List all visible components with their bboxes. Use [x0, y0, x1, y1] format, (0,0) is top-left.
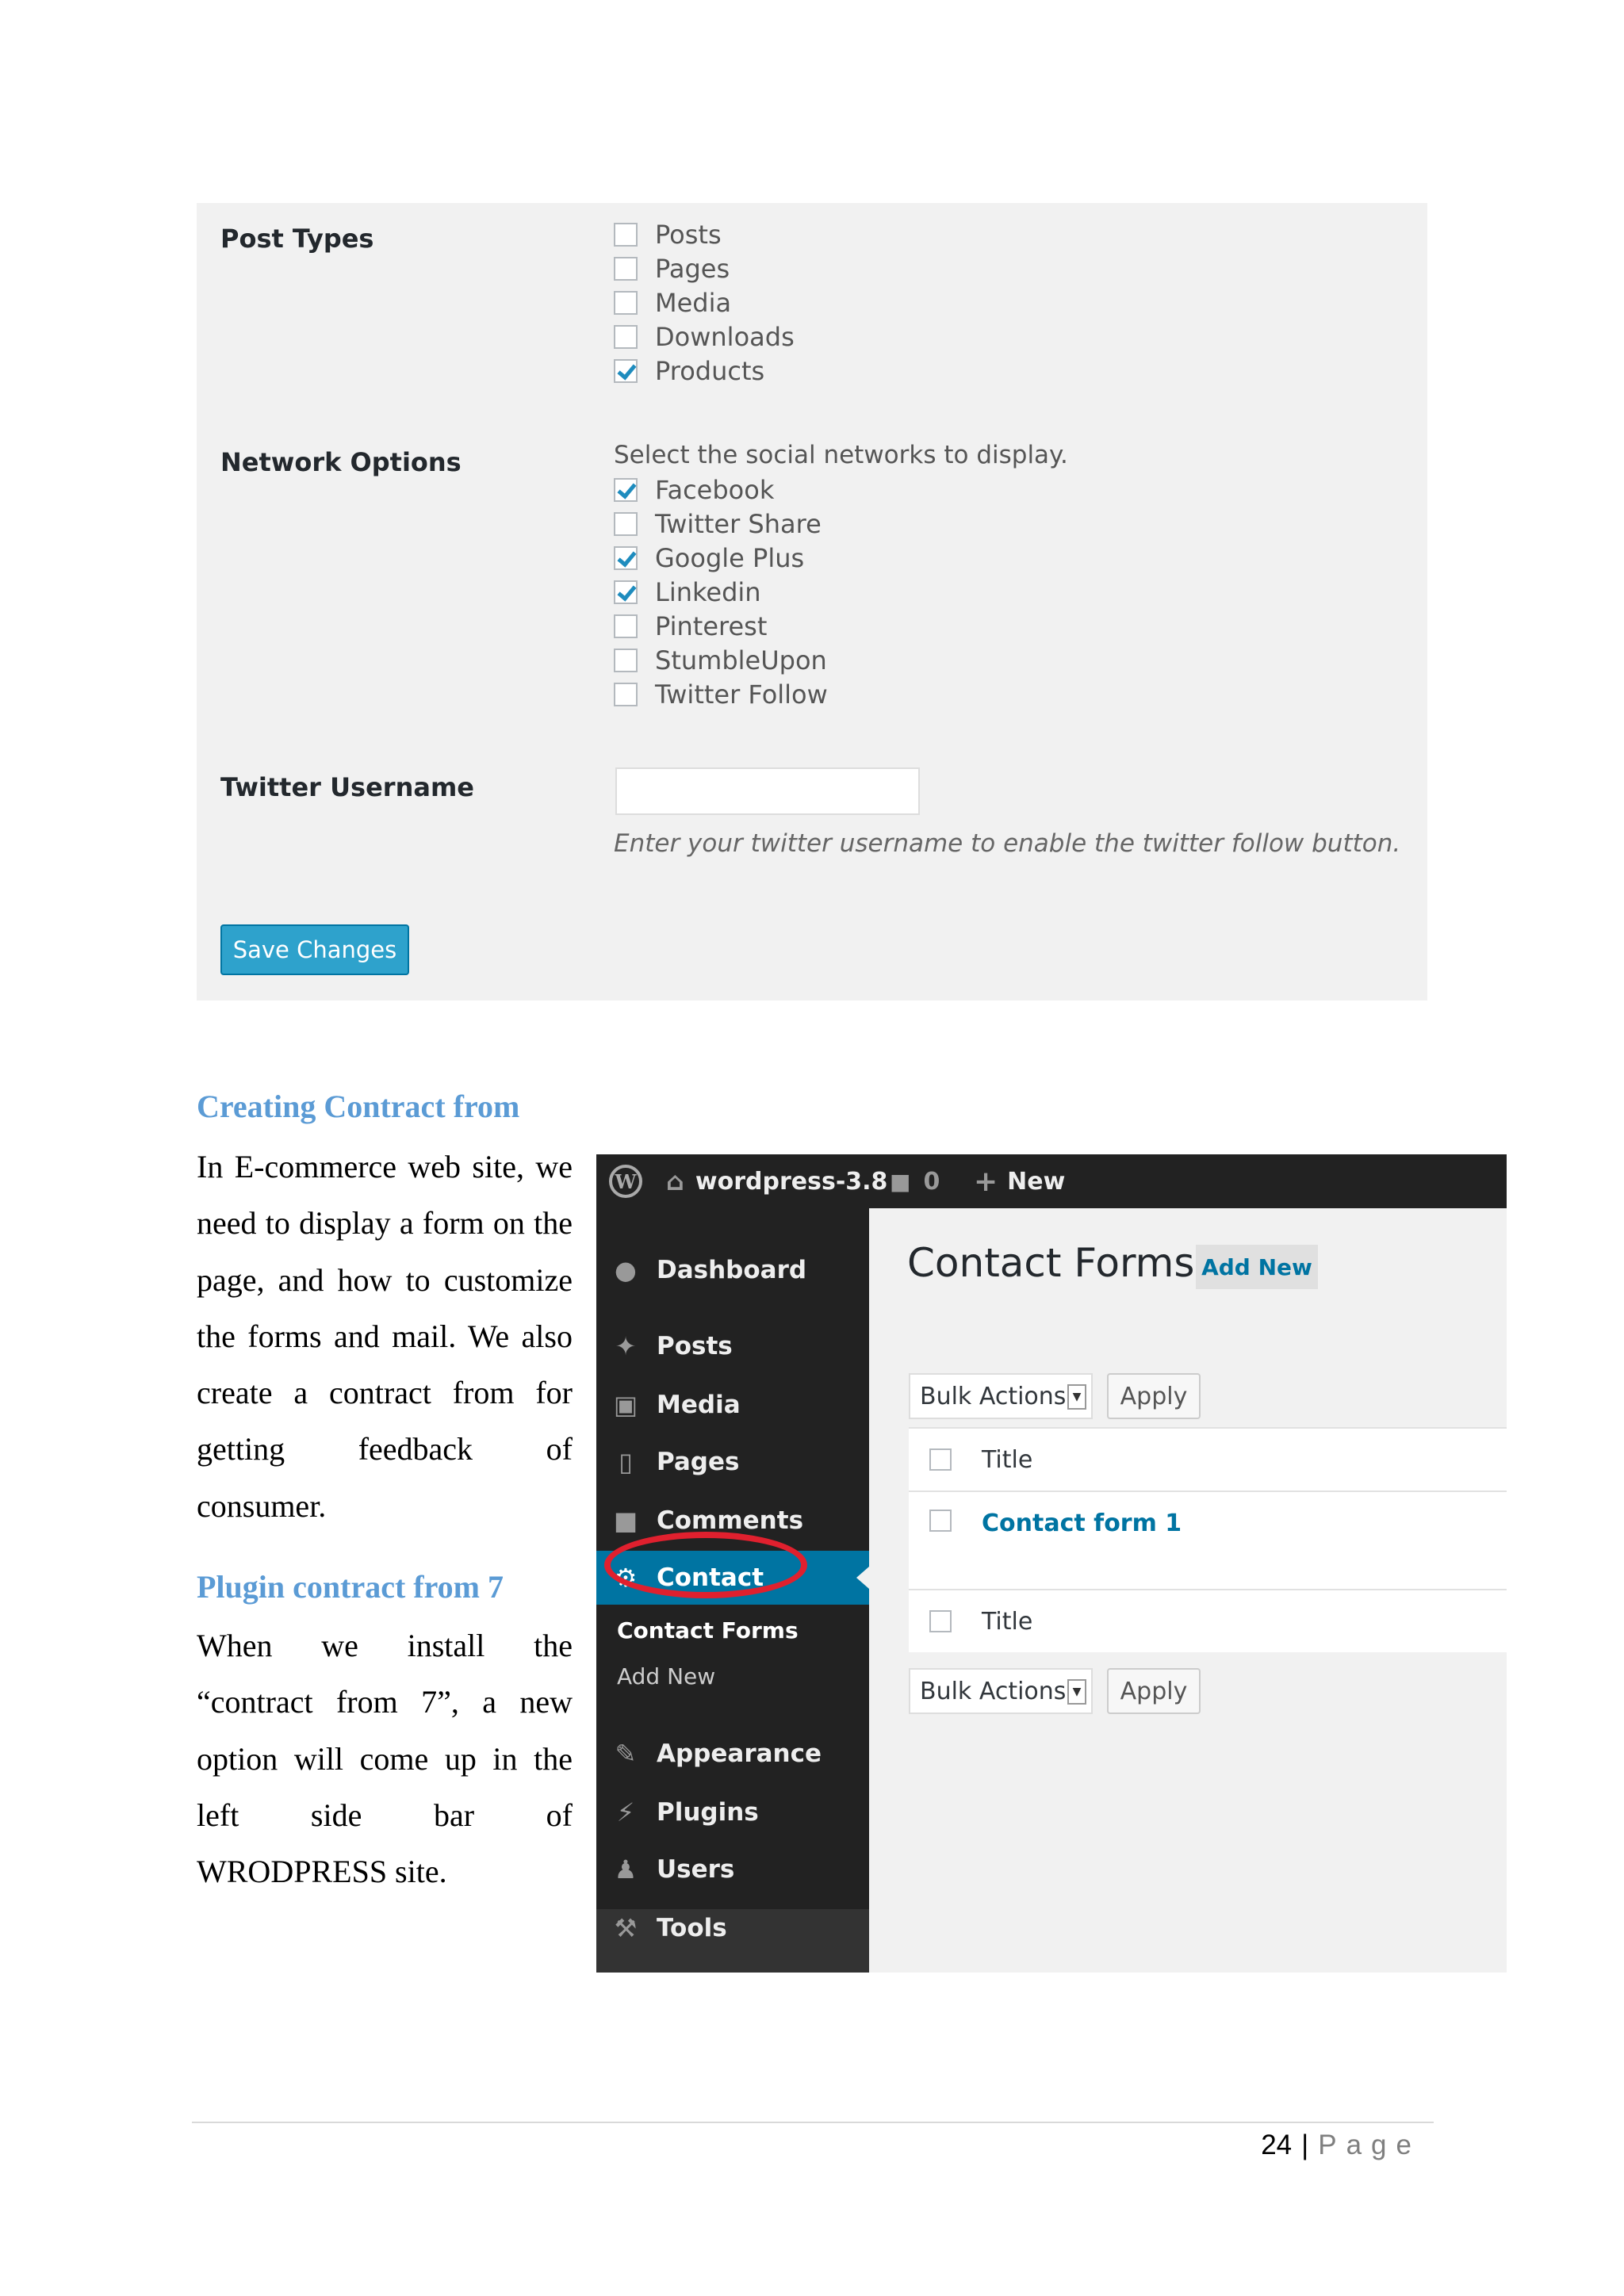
footer-separator: |: [1301, 2130, 1309, 2160]
checkbox[interactable]: [614, 223, 638, 247]
pages-icon: ▯: [619, 1447, 633, 1477]
site-link[interactable]: ⌂ wordpress-3.8: [666, 1166, 888, 1196]
dashboard-gauge-icon: ●: [615, 1255, 637, 1285]
title-column-footer[interactable]: Title: [982, 1607, 1033, 1636]
plus-icon: +: [974, 1165, 998, 1198]
footer-divider: [192, 2122, 1434, 2123]
checkbox[interactable]: [614, 546, 638, 570]
select-all-checkbox-bottom[interactable]: [929, 1610, 952, 1632]
checkbox[interactable]: [614, 614, 638, 638]
admin-bar: [596, 1154, 1507, 1208]
checkbox[interactable]: [614, 683, 638, 706]
paragraph-plugin-contract: When we install the “contract from 7”, a new option will come up in the left side bar of WRODPRESS site.: [197, 1628, 573, 1890]
apply-button-bottom[interactable]: Apply: [1107, 1668, 1201, 1714]
checkbox-linkedin[interactable]: Linkedin: [614, 575, 828, 609]
checkbox[interactable]: [614, 478, 638, 502]
table-row: [909, 1490, 1507, 1589]
user-icon: ♟: [614, 1854, 638, 1885]
bulk-actions-select-top[interactable]: Bulk Actions ▼: [909, 1373, 1093, 1419]
dropdown-arrow-icon: ▼: [1067, 1679, 1086, 1705]
page-number: 24: [1261, 2130, 1293, 2160]
checkbox-stumbleupon[interactable]: StumbleUpon: [614, 643, 828, 677]
wordpress-logo-icon[interactable]: W: [609, 1154, 642, 1208]
select-all-checkbox[interactable]: [929, 1448, 952, 1471]
wrench-icon: ⚒: [614, 1913, 638, 1943]
comment-bubble-icon: ■: [613, 1506, 638, 1536]
row-checkbox[interactable]: [929, 1510, 952, 1532]
checkbox[interactable]: [614, 325, 638, 349]
submenu-item-contact-forms[interactable]: Contact Forms: [617, 1617, 799, 1644]
checkbox-pages[interactable]: Pages: [614, 251, 795, 285]
checkbox-pinterest[interactable]: Pinterest: [614, 609, 828, 643]
checkbox[interactable]: [614, 580, 638, 604]
home-icon: ⌂: [666, 1166, 684, 1196]
section-heading-plugin-contract: Plugin contract from 7: [197, 1569, 504, 1605]
checkbox-google-plus[interactable]: Google Plus: [614, 541, 828, 575]
network-list: [614, 473, 828, 711]
twitter-username-description: Enter your twitter username to enable the twitter follow button.: [614, 829, 1401, 858]
plug-icon: ⚡: [616, 1797, 635, 1827]
paragraph-creating-contract: In E-commerce web site, we need to display a form on the page, and how to customize the forms and mail. We also create a contract from for getting feedback of consumer.: [197, 1149, 573, 1524]
sidebar-item-pages[interactable]: ▯ Pages: [596, 1435, 869, 1489]
page-footer: [1261, 2130, 1421, 2161]
twitter-username-input[interactable]: [615, 767, 920, 815]
gear-icon: ⚙: [614, 1563, 638, 1593]
page-title: Contact Forms: [907, 1240, 1195, 1286]
paintbrush-icon: ✎: [615, 1739, 637, 1769]
sidebar-item-comments[interactable]: ■ Comments: [596, 1494, 869, 1548]
checkbox[interactable]: [614, 649, 638, 672]
sidebar-item-users[interactable]: ♟ Users: [596, 1843, 869, 1896]
apply-button-top[interactable]: Apply: [1107, 1373, 1201, 1419]
settings-panel: [197, 203, 1427, 1001]
contact-form-link[interactable]: Contact form 1: [982, 1510, 1182, 1537]
dropdown-arrow-icon: ▼: [1067, 1384, 1086, 1410]
checkbox-facebook[interactable]: Facebook: [614, 473, 828, 507]
post-types-label: Post Types: [220, 224, 374, 254]
title-column-header[interactable]: Title: [982, 1445, 1033, 1474]
table-footer-row: [909, 1589, 1507, 1652]
checkbox[interactable]: [614, 257, 638, 281]
table-header-row: [909, 1427, 1507, 1490]
checkbox-media[interactable]: Media: [614, 285, 795, 320]
sidebar-item-appearance[interactable]: ✎ Appearance: [596, 1727, 869, 1781]
checkbox-twitter-share[interactable]: Twitter Share: [614, 507, 828, 541]
bulk-actions-select-bottom[interactable]: Bulk Actions ▼: [909, 1668, 1093, 1714]
checkbox-posts[interactable]: Posts: [614, 217, 795, 251]
checkbox[interactable]: [614, 512, 638, 536]
twitter-username-label: Twitter Username: [220, 772, 474, 802]
page-word: Page: [1318, 2130, 1421, 2160]
checkbox-downloads[interactable]: Downloads: [614, 320, 795, 354]
comment-bubble-icon: ■: [890, 1168, 911, 1195]
pushpin-icon: ✦: [615, 1331, 637, 1361]
post-types-list: [614, 217, 795, 388]
sidebar-item-plugins[interactable]: ⚡ Plugins: [596, 1785, 869, 1839]
sidebar-item-dashboard[interactable]: ● Dashboard: [596, 1243, 869, 1297]
section-heading-creating-contract: Creating Contract from: [197, 1089, 520, 1124]
media-icon: ▣: [613, 1390, 638, 1420]
sidebar-item-contact[interactable]: ⚙ Contact: [596, 1551, 869, 1605]
network-hint: Select the social networks to display.: [614, 441, 1068, 469]
sidebar-item-tools[interactable]: ⚒ Tools: [596, 1901, 869, 1955]
highlight-circle: [604, 1532, 807, 1598]
submenu-item-add-new[interactable]: Add New: [617, 1663, 716, 1689]
checkbox[interactable]: [614, 291, 638, 315]
sidebar-item-posts[interactable]: ✦ Posts: [596, 1319, 869, 1373]
comments-link[interactable]: ■ 0: [890, 1167, 940, 1196]
new-content-link[interactable]: + New: [974, 1165, 1066, 1198]
checkbox-products[interactable]: Products: [614, 354, 795, 388]
checkbox-twitter-follow[interactable]: Twitter Follow: [614, 677, 828, 711]
checkbox[interactable]: [614, 359, 638, 383]
add-new-button[interactable]: Add New: [1196, 1245, 1318, 1289]
network-options-label: Network Options: [220, 447, 462, 477]
save-changes-button[interactable]: Save Changes: [220, 924, 409, 975]
sidebar-item-media[interactable]: ▣ Media: [596, 1378, 869, 1432]
